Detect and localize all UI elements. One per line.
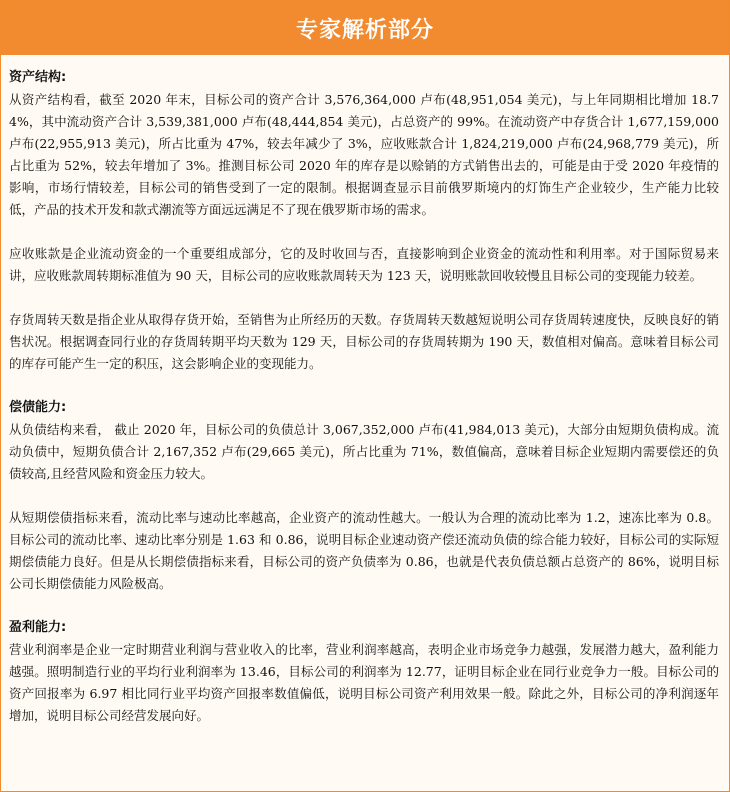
section-asset-structure	[9, 67, 719, 375]
section-profitability	[9, 617, 719, 727]
paragraph: 从资产结构看，截至 2020 年末，目标公司的资产合计 3,576,364,000 卢布(48,951,054 美元)，与上年同期相比增加 18.74%，其中流动资产合计 3,539,381,000 卢布(48,444,854 美元)，占总资产的 99%。在流动资产中存货合计 1,677,159,000 卢布(22,955,913 美元)，所占比重为 47%，较去年减少了 3%，应收账款合计 1,824,219,000 卢布(24,968,779 美元)，所占比重为 52%，较去年增加了 3%。推测目标公司 2020 年的库存是以赊销的方式销售出去的，可能是由于受 2020 年疫情的影响，市场行情较差，目标公司的销售受到了一定的限制。根据调查显示目前俄罗斯境内的灯饰生产企业较少，生产能力比较低，产品的技术开发和款式潮流等方面远远满足不了现在俄罗斯市场的需求。	[9, 92, 719, 217]
paragraph: 应收账款是企业流动资金的一个重要组成部分，它的及时收回与否，直接影响到企业资金的流动性和利用率。对于国际贸易来讲，应收账款周转期标准值为 90 天，目标公司的应收账款周转天为 123 天，说明账款回收较慢且目标公司的变现能力较差。	[9, 246, 719, 283]
section-solvency	[9, 397, 719, 595]
panel-header	[1, 1, 729, 55]
paragraph: 营业利润率是企业一定时期营业利润与营业收入的比率，营业利润率越高，表明企业市场竞争力越强，发展潜力越大，盈利能力越强。照明制造行业的平均行业利润率为 13.46，目标公司的利润率为 12.77，证明目标企业在同行业竞争力一般。目标公司的资产回报率为 6.97 相比同行业平均资产回报率数值偏低，说明目标公司资产利用效果一般。除此之外，目标公司的净利润逐年增加，说明目标公司经营发展向好。	[9, 642, 719, 723]
paragraph: 从负债结构来看， 截止 2020 年，目标公司的负债总计 3,067,352,000 卢布(41,984,013 美元)，大部分由短期负债构成。流动负债中，短期负债合计 2,167,352 卢布(29,665 美元)，所占比重为 71%，数值偏高，意味着目标企业短期内需要偿还的负债较高,且经营风险和资金压力较大。	[9, 422, 719, 481]
paragraph-spacer	[9, 221, 719, 243]
section-title: 资产结构:	[9, 70, 67, 85]
panel-title: 专家解析部分	[295, 17, 434, 43]
section-spacer	[9, 375, 719, 397]
section-title: 盈利能力:	[9, 620, 67, 635]
section-spacer	[9, 595, 719, 617]
paragraph-spacer	[9, 485, 719, 507]
paragraph: 存货周转天数是指企业从取得存货开始，至销售为止所经历的天数。存货周转天数越短说明公司存货周转速度快，反映良好的销售状况。根据调查同行业的存货周转期平均天数为 129 天，目标公司的存货周转期为 190 天，数值相对偏高。意味着目标公司的库存可能产生一定的积压，这会影响企业的变现能力。	[9, 312, 719, 371]
paragraph: 从短期偿债指标来看，流动比率与速动比率越高，企业资产的流动性越大。一般认为合理的流动比率为 1.2，速冻比率为 0.8。目标公司的流动比率、速动比率分别是 1.63 和 0.86，说明目标企业速动资产偿还流动负债的综合能力较好，目标公司的实际短期偿债能力良好。但是从长期偿债指标来看，目标公司的资产负债率为 0.86，也就是代表负债总额占总资产的 86%，说明目标公司长期偿债能力风险极高。	[9, 510, 719, 591]
panel-content	[1, 55, 729, 727]
paragraph-spacer	[9, 287, 719, 309]
section-title: 偿债能力:	[9, 400, 67, 415]
